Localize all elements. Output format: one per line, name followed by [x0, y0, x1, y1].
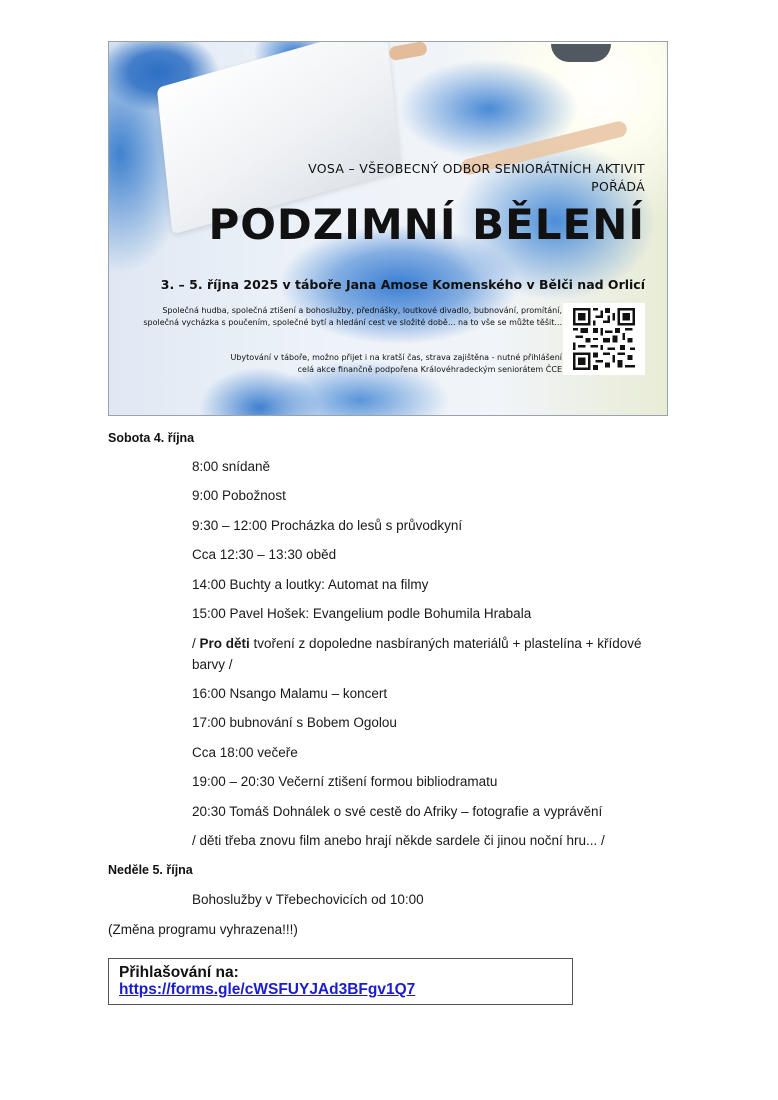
banner-accommodation: [142, 352, 562, 376]
schedule-item: Bohoslužby v Třebechovicích od 10:00: [192, 892, 424, 907]
schedule-item: Cca 12:30 – 13:30 oběd: [192, 547, 337, 562]
schedule-item: 16:00 Nsango Malamu – koncert: [192, 686, 388, 701]
schedule-item: 15:00 Pavel Hošek: Evangelium podle Bohumila Hrabala: [192, 606, 532, 621]
schedule-item: 20:30 Tomáš Dohnálek o své cestě do Afriky – fotografie a vyprávění: [192, 804, 603, 819]
banner-accommodation-line1: Ubytování v táboře, možno přijet i na kratší čas, strava zajištěna - nutné přihlášení: [230, 353, 562, 362]
kids-program-note: [192, 633, 662, 675]
qr-code-icon[interactable]: [563, 303, 645, 375]
schedule-item: 14:00 Buchty a loutky: Automat na filmy: [192, 577, 429, 592]
registration-link[interactable]: https://forms.gle/cWSFUYJAd3BFgv1Q7: [119, 981, 416, 998]
hat-image: [551, 44, 611, 62]
program-change-note: (Změna programu vyhrazena!!!): [108, 922, 298, 937]
schedule-item: Cca 18:00 večeře: [192, 745, 298, 760]
schedule-item: 19:00 – 20:30 Večerní ztišení formou bibliodramatu: [192, 774, 498, 789]
banner-organizer: VOSA – VŠEOBECNÝ ODBOR SENIORÁTNÍCH AKTIVIT: [308, 161, 645, 176]
banner-date-place: 3. – 5. října 2025 v táboře Jana Amose Komenského v Bělči nad Orlicí: [160, 277, 645, 292]
hand-image: [388, 41, 428, 61]
saturday-heading: Sobota 4. října: [108, 431, 195, 445]
registration-box: [108, 958, 573, 1005]
sunday-heading: Neděle 5. října: [108, 863, 193, 877]
kids-text: tvoření z dopoledne nasbíraných materiálů + plastelína + křídové barvy /: [192, 636, 642, 672]
kids-label: Pro děti: [199, 636, 250, 651]
banner-accommodation-line2: celá akce finančně podpořena Královéhradeckým seniorátem ČCE: [297, 365, 562, 374]
kids-prefix: /: [192, 636, 200, 651]
banner-title: PODZIMNÍ BĚLENÍ: [208, 200, 645, 249]
schedule-item: 8:00 snídaně: [192, 459, 271, 474]
banner-description: Společná hudba, společná ztišení a bohoslužby, přednášky, loutkové divadlo, bubnování, promítání, společná vycházka s poučením, společné bytí a hledání cest ve složité době... na to vše se můžte těšit...: [143, 306, 562, 327]
schedule-item: 9:30 – 12:00 Procházka do lesů s průvodkyní: [192, 518, 463, 533]
schedule-item: / děti třeba znovu film anebo hrají někde sardele či jinou noční hru... /: [192, 833, 605, 848]
banner-presents: POŘÁDÁ: [591, 179, 645, 194]
event-banner: [108, 41, 668, 416]
schedule-item: 17:00 bubnování s Bobem Ogolou: [192, 715, 397, 730]
schedule-item: 9:00 Pobožnost: [192, 488, 286, 503]
registration-label: Přihlašování na:: [119, 964, 239, 981]
